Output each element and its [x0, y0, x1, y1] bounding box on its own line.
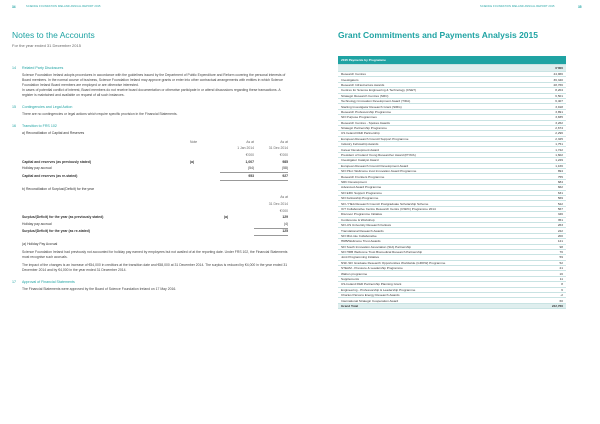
notes-column	[12, 30, 288, 299]
programme-name: SFI / HEA Research Council Postgraduate Scholarship Scheme	[338, 201, 526, 206]
programme-amount: 16	[526, 271, 566, 276]
programme-name: STEAM - Pressure & Leadership Programme	[338, 266, 526, 271]
right-running-head: SCIENCE FOUNDATION IRELAND ANNUAL REPORT 2015	[480, 5, 555, 8]
row-value: 953	[220, 172, 254, 180]
paragraph: Science Foundation Ireland had previously not accounted for holiday pay earned by employees but not availed of at the reporting date. Under FRS 102, the Financial Statements must recognise such accruals.	[22, 250, 288, 260]
programme-name: Centres for Science Engineering & Technology (CSET)	[338, 88, 526, 93]
capital-reserves-table	[22, 139, 288, 181]
programme-name: Strategic Research Centres (SRC)	[338, 93, 526, 98]
table-row	[22, 228, 288, 236]
programme-name: International Strategic Cooperation Award	[338, 298, 526, 303]
row-label: Capital and reserves (as previously stated)	[22, 159, 91, 164]
col-unit: €'000	[245, 152, 254, 157]
programme-name: Technology Innovation Development Award (TIDA)	[338, 98, 526, 103]
note-title: Contingencies and Legal Action	[22, 105, 73, 109]
programme-amount: 6	[526, 287, 566, 292]
programme-name: SRC Development	[338, 179, 526, 184]
programme-name: SFI South Innovation Association (SIA) Partnership	[338, 244, 526, 249]
programme-amount: 1,229	[526, 158, 566, 163]
programme-name: SFI-US University Research Fellows	[338, 222, 526, 227]
left-page-number: 34	[12, 5, 16, 9]
row-label: Surplus/(Deficit) for the year (as previously stated)	[22, 215, 104, 220]
programme-name: US Ireland R&D Partnership	[338, 131, 526, 136]
row-value: 129	[282, 215, 288, 220]
programme-amount: 755	[526, 174, 566, 179]
col-header: As at	[280, 195, 288, 200]
paragraph: Science Foundation Ireland adopts procedures in accordance with the guidelines issued by the Department of Public Expenditure and Reform covering the personal interests of Board members. In the normal course of business, Science Foundation Ireland may approve grants or enter into other contractual arrangements with entities in which Science Foundation Ireland Board members are employed or are otherwise interested.	[22, 73, 286, 87]
col-header: As at	[280, 139, 288, 144]
note-col-header: Note	[190, 139, 198, 144]
page-title: Notes to the Accounts	[12, 30, 95, 40]
programme-amount: 52	[526, 260, 566, 265]
programme-amount: 3,891	[526, 109, 566, 114]
programme-name: Advanced Award Programme	[338, 185, 526, 190]
note-15	[12, 105, 288, 117]
programme-name: Joint Programming Initiative	[338, 255, 526, 260]
row-value: (4)	[283, 221, 288, 226]
grants-title: Grant Commitments and Payments Analysis 2015	[338, 30, 538, 40]
row-note	[224, 221, 254, 228]
programme-amount: 522	[526, 201, 566, 206]
table-row	[22, 172, 288, 180]
programme-name: Supplements	[338, 276, 526, 281]
col-header: 1 Jan 2014	[237, 146, 254, 151]
programme-amount: 76	[526, 249, 566, 254]
programme-amount: 200	[526, 233, 566, 238]
programme-amount: 2,296	[526, 131, 566, 136]
programme-amount: 59	[526, 255, 566, 260]
programme-name: ICT Collaborative Centre Research Centre (CSRC) Programme 2014	[338, 206, 526, 211]
programme-name: Industry Fellowship Awards	[338, 142, 526, 147]
programme-name: Research Infrastructure Awards	[338, 82, 526, 87]
programme-name: Charles Parsons Energy Research Awards	[338, 293, 526, 298]
programme-amount: 2,674	[526, 125, 566, 130]
programme-name: Investigators	[338, 77, 526, 82]
programme-name: SFI Purpose Programmes	[338, 115, 526, 120]
note-number: 14	[12, 66, 16, 70]
table-row	[22, 165, 288, 172]
payments-table	[338, 56, 566, 309]
grants-column	[338, 30, 588, 309]
programme-name: US-Ireland R&D Partnership Planning Grant	[338, 282, 526, 287]
row-note	[190, 172, 220, 180]
note-title: Transition to FRS 102	[22, 124, 57, 128]
programme-name: Strategic Partnership Programme	[338, 125, 526, 130]
programme-name: Translational Research Awards	[338, 228, 526, 233]
programme-name: President of Ireland Young Researcher Award (PIYRA)	[338, 152, 526, 157]
note-17	[12, 280, 288, 292]
programme-amount: 44,966	[526, 72, 566, 77]
row-note	[224, 228, 254, 236]
programme-name: Career Development Award	[338, 147, 526, 152]
programme-amount: 60	[526, 298, 566, 303]
row-label: Surplus/(Deficit) for the year (as re-stated)	[22, 229, 90, 234]
total-row	[338, 303, 566, 308]
row-label: Holiday pay accrual	[22, 221, 52, 226]
programme-amount: 11	[526, 276, 566, 281]
table-title: 2015 Payments by Programme	[338, 56, 566, 65]
left-running-head: SCIENCE FOUNDATION IRELAND ANNUAL REPORT 2015	[26, 5, 101, 8]
programme-name: SFI Pilot: Wellcome trust Innovation Award Programme	[338, 169, 526, 174]
programme-name: SFI Mid-role Collaborative	[338, 233, 526, 238]
right-page-number: 35	[578, 5, 582, 9]
page-subtitle: For the year ended 31 December 2015	[12, 43, 81, 48]
programme-amount: 2,325	[526, 136, 566, 141]
row-value: 927	[254, 172, 288, 180]
row-value: (58)	[281, 166, 288, 171]
programme-amount: 1,751	[526, 142, 566, 147]
programme-amount: 3,835	[526, 115, 566, 120]
programme-amount: 8,204	[526, 88, 566, 93]
programme-name: Conference & Workshop	[338, 217, 526, 222]
programme-name: European Research Council Development Award	[338, 163, 526, 168]
surplus-table	[22, 195, 288, 237]
programme-amount: 28,766	[526, 82, 566, 87]
programme-amount: 346	[526, 212, 566, 217]
row-label: Holiday pay accrual	[22, 166, 52, 171]
paragraph: In cases of potential conflict of interest, Board members do not receive board documentation or otherwise participate in or attend discussions regarding these transactions. A register is maintained and available on request of all such instances.	[22, 88, 281, 97]
programme-name: Starting Investigator Research Grant (SIRG)	[338, 104, 526, 109]
programme-amount: 351	[526, 217, 566, 222]
col-unit: €'000	[279, 152, 288, 157]
total-amount: 222,766	[526, 303, 566, 308]
programme-amount: 3,918	[526, 104, 566, 109]
total-label: Grand Total	[338, 303, 526, 308]
programme-name: Research Centres	[338, 72, 526, 77]
unit-header: €'000	[526, 65, 566, 72]
col-header: 31 Dec 2014	[268, 201, 288, 206]
col-unit: €'000	[279, 208, 288, 213]
programme-amount: 567	[526, 206, 566, 211]
table-row	[22, 214, 288, 221]
programme-amount: 3,262	[526, 120, 566, 125]
note-16	[12, 124, 288, 273]
programme-name: Investigator Catalyst Award	[338, 158, 526, 163]
programme-amount: 121	[526, 239, 566, 244]
paragraph: The Financial Statements were approved by the Board of Science Foundation Ireland on 17 May 2016.	[22, 287, 177, 292]
programme-name: Walton programme	[338, 271, 526, 276]
note-number: 15	[12, 105, 16, 109]
table-row	[22, 221, 288, 228]
table-row	[22, 159, 288, 166]
programme-amount: 894	[526, 169, 566, 174]
note-title: Approval of Financial Statements	[22, 280, 75, 285]
paragraph: There are no contingencies or legal actions which require specific provision in the Financial Statements.	[22, 112, 178, 116]
programme-amount: 6,501	[526, 93, 566, 98]
note-number: 16	[12, 124, 16, 128]
subsection-heading: a) Reconciliation of Capital and Reserves	[22, 131, 85, 135]
programme-amount: 222	[526, 228, 566, 233]
programme-name: SFI HRB Wellcome Trust Biomedical Research Partnership	[338, 249, 526, 254]
row-note	[190, 165, 220, 172]
programme-name: Research Professorship Programme	[338, 109, 526, 114]
row-value: 1,007	[245, 159, 254, 164]
programme-name: Research Centres - Spokes Awards	[338, 120, 526, 125]
row-note: (a)	[190, 159, 195, 164]
programme-name: NSF-SFI Graduate Research Opportunities Worldwide (GROW) Programme	[338, 260, 526, 265]
programme-name: European Research Council Support Programme	[338, 136, 526, 141]
programme-amount: -2	[526, 293, 566, 298]
programme-name: SFI Fellowship Programme	[338, 195, 526, 200]
programme-amount: 631	[526, 190, 566, 195]
programme-amount: 263	[526, 222, 566, 227]
row-value: 125	[254, 228, 288, 236]
row-label: Capital and reserves (as re-stated)	[22, 173, 78, 178]
programme-amount: 6,407	[526, 98, 566, 103]
programme-amount: 1,602	[526, 152, 566, 157]
programme-amount: 21	[526, 266, 566, 271]
programme-name: SFI ERC Support Programme	[338, 190, 526, 195]
programme-name: Engineering - Professorship & Leadership Programme	[338, 287, 526, 292]
programme-amount: 36,340	[526, 77, 566, 82]
programme-name: HRB/Wellcome Trust Awards	[338, 239, 526, 244]
paragraph: The impact of the changes is an increase of €54,000 in creditors at the transition date and €58,000 at 31 December 2014. The surplus is reduced by €4,000 in the year ended 31 December 2014 and by €4,000 in the year ended 31 December 2014.	[22, 263, 288, 273]
row-value: 985	[282, 159, 288, 164]
row-note: (a)	[224, 215, 229, 220]
programme-name: Discover Programme Initiative	[338, 212, 526, 217]
subsection-heading: b) Reconciliation of Surplus/(Deficit) for the year	[22, 186, 94, 191]
programme-amount: 1,722	[526, 147, 566, 152]
row-value: (54)	[247, 166, 254, 171]
programme-amount: 8	[526, 282, 566, 287]
note-14	[12, 66, 288, 98]
col-header: As at	[246, 139, 254, 144]
col-header: 31 Dec 2014	[268, 146, 288, 151]
note-number: 17	[12, 280, 16, 285]
page-header	[0, 0, 600, 18]
programme-name: Research Frontiers Programme	[338, 174, 526, 179]
programme-amount: 98	[526, 244, 566, 249]
programme-amount: 684	[526, 179, 566, 184]
subsection-heading: (a) Holiday Pay Accrual	[22, 242, 58, 247]
note-title: Related Party Disclosures	[22, 66, 64, 70]
programme-amount: 1,166	[526, 163, 566, 168]
programme-amount: 662	[526, 185, 566, 190]
programme-amount: 569	[526, 195, 566, 200]
